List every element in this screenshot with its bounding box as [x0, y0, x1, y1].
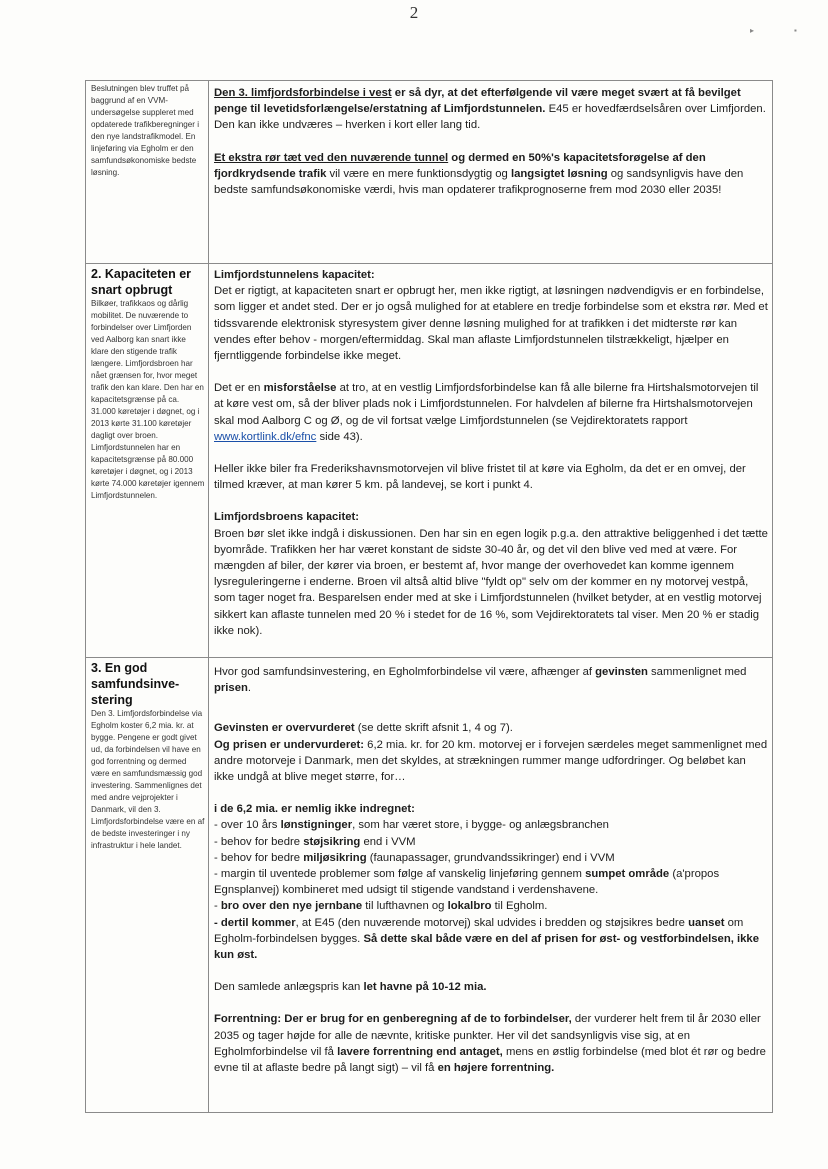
- body-text: (se dette skrift afsnit 1, 4 og 7).: [354, 722, 513, 735]
- subheading: [214, 267, 768, 283]
- bold-text: en højere forrentning.: [437, 1062, 555, 1075]
- body-text: der vurderer helt frem til år 2030 eller 2035 og tager højde for alle de nævnte, kritiske punkter. Her vil det sandsynligvis vise sig, at en Egholmforbindelse vil få: [214, 1013, 761, 1058]
- scan-mark: ▪: [794, 26, 797, 35]
- body-text: , at E45 (den nuværende motorvej) skal udvides i bredden og støjsikres bedre: [295, 916, 689, 929]
- bold-text: prisen: [214, 682, 248, 695]
- paragraph: [214, 380, 768, 445]
- side-note: Beslutningen blev truffet på baggrund af en VVM-undersøgelse suppleret med opdaterede trafikberegninger i den nye landstrafikmodel. En linjeføring via Egholm er den samfundsøkonomiske bedste løsning.: [91, 84, 199, 177]
- body-text: - behov for bedre: [214, 835, 304, 848]
- bold-text: støjsikring: [303, 835, 361, 848]
- bold-text: og dermed en 50%'s kapacitetsforøgelse af den fjordkrydsende trafik: [214, 151, 706, 180]
- bold-text: bro over den nye jernbane: [220, 900, 363, 913]
- body-text: sammenlignet med: [647, 666, 747, 678]
- side-note: Bilkøer, trafikkaos og dårlig mobilitet. De nuværende to forbindelser over Limfjorden ved Aalborg kan snart ikke klare den stigende trafik længere. Limfjordsbroen har nået grænsen for, hvor meget trafik den kan klare. Den har en kapacitetsgrænse på ca. 31.000 køretøjer i døgnet, og i 2013 kørte 31.100 køretøjer dagligt over broen. Limfjordstunnelen har en kapacitetsgrænse på 80.000 køretøjer i døgnet, og i 2013 kørte 74.000 køretøjer igennem Limfjordstunnelen.: [91, 299, 205, 500]
- document-table: [85, 80, 773, 1113]
- list-item: [214, 898, 768, 914]
- bold-text: i de 6,2 mia. er nemlig ikke indregnet:: [214, 803, 415, 816]
- body-text: - over 10 års: [214, 819, 281, 832]
- body-text: at tro, at en vestlig Limfjordsforbindelse kan få alle bilerne fra Hirtshalsmotorvejen til at køre vest om, så der bliver plads nok i Limfjordstunnelen. For halvdelen af bilerne fra Hirtshalsmotorvejen skal mod Aalborg C og Ø, og de vil fortsat vælge Limfjordstunnelen (se Vejdirektoratets rapport: [214, 382, 759, 427]
- bold-text: uanset: [688, 916, 725, 929]
- scan-mark: ▸: [750, 26, 755, 35]
- paragraph: [214, 85, 768, 134]
- table-row: [86, 264, 773, 658]
- subheading: [214, 509, 768, 525]
- main-cell: [209, 658, 773, 1113]
- body-text: (a'propos Egnsplanvej) kombineret med udsigt til stigende vandstand i verdenshavene.: [214, 868, 720, 897]
- paragraph: [214, 979, 768, 995]
- bold-text: let havne på 10-12 mia.: [363, 981, 487, 994]
- paragraph: [214, 664, 768, 696]
- table-row: [86, 81, 773, 264]
- paragraph: [214, 1011, 768, 1076]
- bold-text: gevinsten: [595, 666, 648, 678]
- bold-text: Så dette skal både være en del af prisen for øst- og vestforbindelsen, ikke kun øst.: [214, 932, 759, 962]
- body-text: (faunapassager, grundvandssikringer) end i VVM: [366, 851, 615, 864]
- body-text: til lufthavnen og: [362, 900, 448, 913]
- bold-text: miljøsikring: [303, 851, 367, 864]
- bold-text: misforståelse: [263, 382, 337, 395]
- bold-text: lavere forrentning end antaget,: [337, 1045, 503, 1058]
- underlined-heading: Et ekstra rør tæt ved den nuværende tunnel: [214, 151, 449, 164]
- paragraph: Det er rigtigt, at kapaciteten snart er opbrugt her, men ikke rigtigt, at løsningen nødvendigvis er en forbindelse, som ligger et andet sted. Der er jo også mulighed for at etablere en tredje forbindelse som et ekstra rør. Med et tidssvarende elektronisk styresystem giver denne løsning mulighed for at trafikken i det midterste rør kan vendes efter behov - morgen/eftermiddag. Skal man aflaste Limfjordstunnelen tilstrækkeligt, hjælper en fjerntliggende forbindelse ikke meget.: [214, 285, 768, 363]
- section-title: 2. Kapaciteten er snart opbrugt: [91, 267, 192, 297]
- body-text: E45 er hovedfærdselsåren over Limfjorden. Den kan ikke undværes – hverken i kort eller lang tid.: [214, 103, 766, 132]
- bold-text: Limfjordsbroens kapacitet:: [214, 511, 360, 524]
- side-note: Den 3. Limfjordsforbindelse via Egholm koster 6,2 mia. kr. at bygge. Pengene er godt givet ud, da forbindelsen vil have en god forrentning og dermed være en samfundsmæssig god investering. Sammenlignes det med andre vejprojekter i Danmark, vil den 3. Limfjordsforbindelse være en af de bedste investeringer i ny infrastruktur i hele landet.: [91, 709, 205, 850]
- side-cell: [86, 658, 209, 1113]
- body-text: end i VVM: [360, 835, 416, 848]
- paragraph: Broen bør slet ikke indgå i diskussionen. Den har sin en egen logik p.g.a. den attraktive beliggenhed i det tætte byområde. Trafikken her har været konstant de sidste 30-40 år, og det vil den blive ved med at være. For mængden af biler, der kører via broen, er bestemt af, hvor mange der overhovedet kan komme igennem lysreguleringerne i enderne. Broen vil altså altid blive "fyldt op" selv om der kommer en ny motorvej vestpå, som tager noget fra. Besparelsen ender med at ske i Limfjordstunnelen (hvilket betyder, at en vestlig motorvej sikkert kan aflaste tunnelen med 20 % i stedet for de 16 %, som Vejdirektoratets tal viser. Men 20 % er stadig ikke nok).: [214, 527, 768, 637]
- body-text: , som har været store, i bygge- og anlægsbranchen: [352, 819, 609, 832]
- list-item: [214, 866, 768, 898]
- list-item: [214, 834, 768, 850]
- table-row: [86, 658, 773, 1113]
- bold-text: er så dyr, at det efterfølgende vil være meget svært at få bevilget penge til levetidsforlængelse/erstatning af Limfjordstunnelen.: [214, 87, 741, 116]
- list-item: [214, 817, 768, 833]
- body-text: -: [214, 900, 221, 913]
- report-link[interactable]: www.kortlink.dk/efnc: [214, 430, 317, 443]
- list-item: [214, 850, 768, 866]
- side-cell: [86, 264, 209, 658]
- body-text: mens en østlig forbindelse (med blot ét rør og bedre evne til at aflaste bedre på langt sigt) – vil få: [214, 1045, 766, 1075]
- bold-text: lønstigninger: [280, 819, 353, 832]
- bold-text: Gevinsten er overvurderet: [214, 722, 355, 735]
- body-text: Hvor god samfundsinvestering, en Egholmforbindelse vil være, afhænger af: [214, 666, 596, 678]
- body-text: og sandsynligvis have den bedste samfundsøkonomiske værdi, hvis man opdaterer trafikprognoserne frem mod 2030 eller 2035!: [214, 167, 744, 197]
- main-cell: [209, 81, 773, 264]
- list-item: [214, 915, 768, 964]
- body-text: vil være en mere funktionsdygtig og: [326, 167, 511, 180]
- paragraph: [214, 150, 768, 199]
- section-title: 3. En god samfundsinve-stering: [91, 661, 180, 707]
- paragraph: Heller ikke biler fra Frederikshavnsmotorvejen vil blive fristet til at køre via Egholm, da det er en omvej, der tilmed kræver, at man kører 5 km. på landevej, se kort i punkt 4.: [214, 463, 746, 492]
- bold-text: sumpet område: [585, 868, 670, 881]
- body-text: om Egholm-forbindelsen bygges.: [214, 916, 744, 945]
- body-text: .: [247, 682, 252, 695]
- body-text: til Egholm.: [491, 900, 548, 913]
- body-text: Den samlede anlægspris kan: [214, 981, 364, 994]
- bold-text: - dertil kommer: [214, 916, 296, 929]
- body-text: - behov for bedre: [214, 851, 304, 864]
- side-cell: [86, 81, 209, 264]
- bold-text: Limfjordstunnelens kapacitet:: [214, 269, 375, 281]
- list-heading: [214, 801, 768, 817]
- bold-text: langsigtet løsning: [510, 167, 608, 180]
- body-text: - margin til uventede problemer som følge af vanskelig linjeføring gennem: [214, 868, 586, 881]
- body-text: Det er en: [214, 382, 264, 395]
- main-cell: [209, 264, 773, 658]
- bold-text: Forrentning: Der er brug for en genberegning af de to forbindelser,: [214, 1013, 572, 1026]
- underlined-heading: Den 3. limfjordsforbindelse i vest: [214, 87, 392, 99]
- bold-text: lokalbro: [447, 900, 492, 913]
- page-number: 2: [409, 3, 419, 22]
- body-text: 6,2 mia. kr. for 20 km. motorvej er i forvejen særdeles meget sammenlignet med andre motorveje i Danmark, men det skyldes, at strækningen rummer mange udfordringer. Og beløbet kan ikke undgå at blive meget større, for…: [214, 738, 768, 784]
- paragraph: [214, 720, 768, 785]
- bold-text: Og prisen er undervurderet:: [214, 738, 365, 751]
- body-text: side 43).: [316, 430, 363, 443]
